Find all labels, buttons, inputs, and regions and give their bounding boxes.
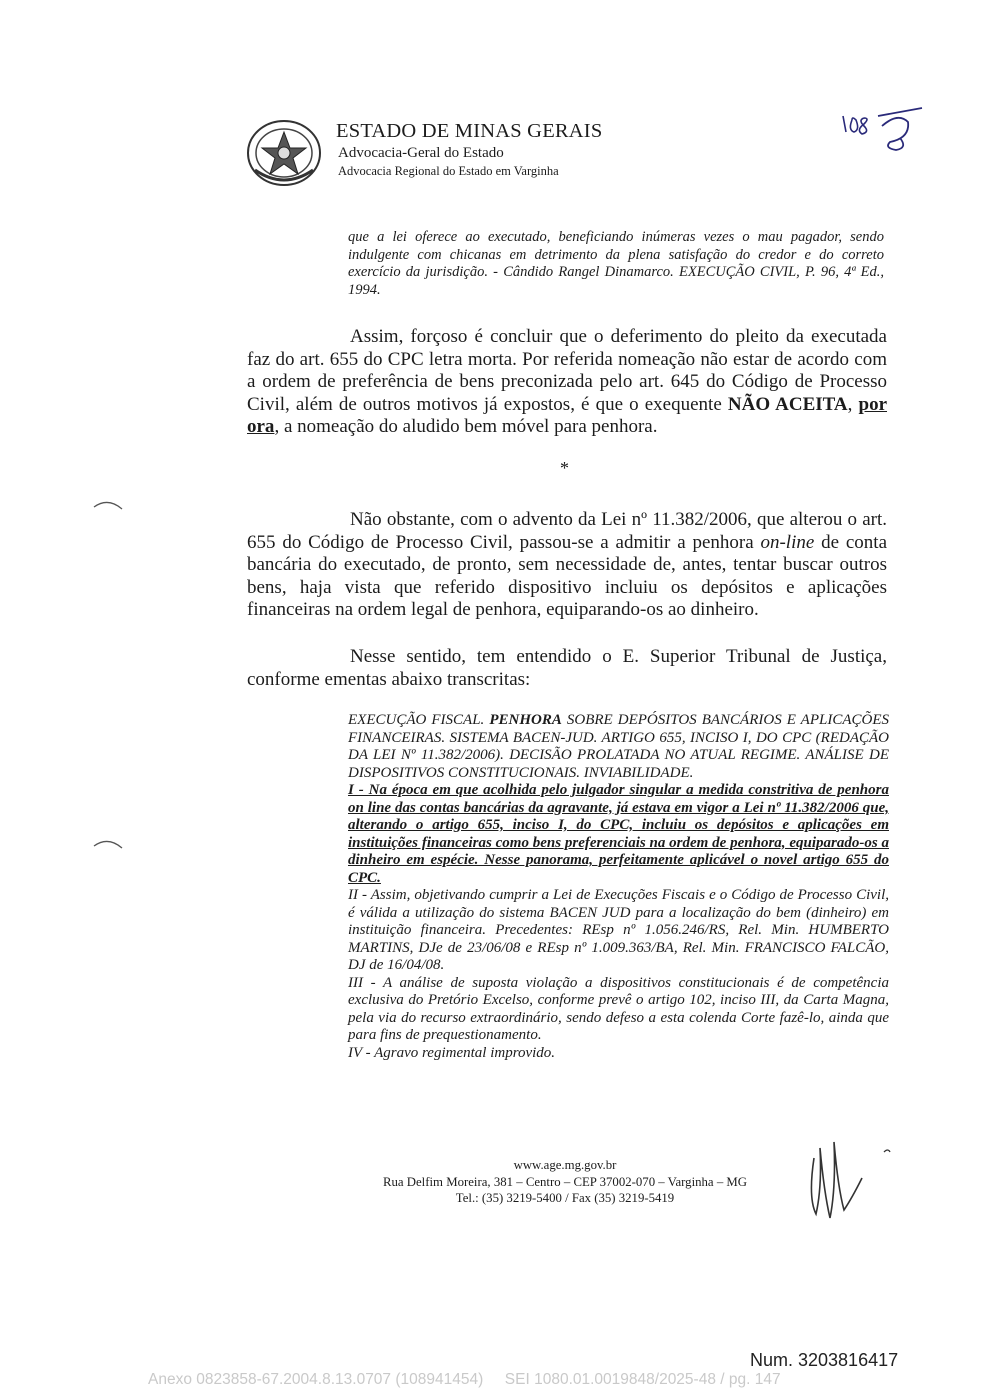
annex-reference: Anexo 0823858-67.2004.8.13.0707 (108941454) SEI 1080.01.0019848/2025-48 / pg. 147	[148, 1371, 781, 1388]
doctrine-quote: que a lei oferece ao executado, beneficiando inúmeras vezes o mau pagador, sendo indulgente com chicanas em detrimento da plena satisfação do credor e do correto exercício da jurisdição. - Cândido Rangel Dinamarco. EXECUÇÃO CIVIL, P. 96, 4ª Ed., 1994.	[348, 229, 884, 298]
ementa-item-2: II - Assim, objetivando cumprir a Lei de Execuções Fiscais e o Código de Processo Civil, é válida a utilização do sistema BACEN JUD para a localização do bem (dinheiro) em instituição financeira. Precedentes: REsp nº 1.056.246/RS, Rel. Min. HUMBERTO MARTINS, DJe de 23/06/08 e REsp nº 1.009.363/BA, Rel. Min. FRANCISCO FALCÃO, DJ de 16/04/08.	[348, 887, 889, 973]
section-separator: *	[560, 458, 569, 478]
document-number: Num. 3203816417	[750, 1350, 899, 1370]
footer-website: www.age.mg.gov.br	[513, 1158, 617, 1172]
bold-refusal: NÃO ACEITA	[727, 393, 848, 415]
footer-address: Rua Delfim Moreira, 381 – Centro – CEP 37002-070 – Varginha – MG	[382, 1174, 748, 1189]
ementa-heading-bold: PENHORA	[489, 712, 562, 728]
ementa-heading	[348, 712, 889, 782]
paragraph-text-end: de conta bancária do executado, de pronto, sem necessidade de, antes, tentar buscar outros bens, haja vista que referido dispositivo incluiu os depósitos e aplicações financeiras na ordem legal de penhora, equiparando-os ao dinheiro.	[247, 531, 888, 620]
header-subtitle: Advocacia-Geral do Estado	[338, 145, 504, 161]
paragraph-text: Assim, forçoso é concluir que o deferimento do pleito da executada faz do art. 655 do CPC letra morta. Por referida nomeação não estar de acordo com a ordem de preferência de bens preconizada pelo art. 645 do Código de Processo Civil, além de outros motivos já expostos, é que o exequente	[247, 326, 887, 415]
header-subtitle-regional: Advocacia Regional do Estado em Varginha	[338, 164, 559, 178]
footer-phone: Tel.: (35) 3219-5400 / Fax (35) 3219-5419	[455, 1191, 675, 1205]
handwritten-folio-number	[838, 104, 924, 154]
case-summary	[348, 712, 889, 1062]
handwritten-signature	[800, 1118, 910, 1228]
ementa-item-3: III - A análise de suposta violação a dispositivos constitucionais é de competência exclusiva do Pretório Excelso, conforme prevê o artigo 102, inciso III, da Carta Magna, pela via do recurso extraordinário, sendo defeso a esta colenda Corte fazê-lo, ainda que para fins de prequestionamento.	[348, 974, 889, 1043]
ementa-item-4: IV - Agravo regimental improvido.	[348, 1044, 556, 1061]
margin-mark	[92, 836, 126, 850]
paragraph-stj: Nesse sentido, tem entendido o E. Superior Tribunal de Justiça, conforme ementas abaixo transcritas:	[247, 646, 887, 690]
paragraph-conclusion	[247, 326, 887, 439]
paragraph-online-penhora	[247, 509, 887, 622]
underlined-por-ora: por ora	[247, 393, 888, 437]
ementa-item-1: I - Na época em que acolhida pelo julgador singular a medida constritiva de penhora on line das contas bancárias da agravante, já estava em vigor a Lei nº 11.382/2006 que, alterando o artigo 655, inciso I, do CPC, incluiu os depósitos e aplicações em instituições financeiras como bens preferenciais na ordem de penhora, equiparado-os a dinheiro em espécie. Nesse panorama, perfeitamente aplicável o novel artigo 655 do CPC.	[348, 782, 889, 886]
ementa-heading-rest: SOBRE DEPÓSITOS BANCÁRIOS E APLICAÇÕES FINANCEIRAS. SISTEMA BACEN-JUD. ARTIGO 655, INCISO I, DO CPC (REDAÇÃO DA LEI Nº 11.382/2006). DECISÃO PROLATADA NO ATUAL REGIME. ANÁLISE DE DISPOSITIVOS CONSTITUCIONAIS. INVIABILIDADE.	[348, 712, 890, 781]
margin-mark	[92, 497, 126, 511]
comma: ,	[847, 393, 859, 415]
italic-online: on-line	[760, 531, 815, 553]
paragraph-end: , a nomeação do aludido bem móvel para penhora.	[274, 416, 658, 437]
page-footer	[340, 1157, 790, 1207]
paragraph-text: Não obstante, com o advento da Lei nº 11.382/2006, que alterou o art. 655 do Código de Processo Civil, passou-se a admitir a penhora	[247, 509, 887, 553]
header-title: ESTADO DE MINAS GERAIS	[336, 120, 603, 142]
state-seal-icon	[245, 118, 323, 188]
ementa-heading-text: EXECUÇÃO FISCAL.	[348, 712, 490, 728]
